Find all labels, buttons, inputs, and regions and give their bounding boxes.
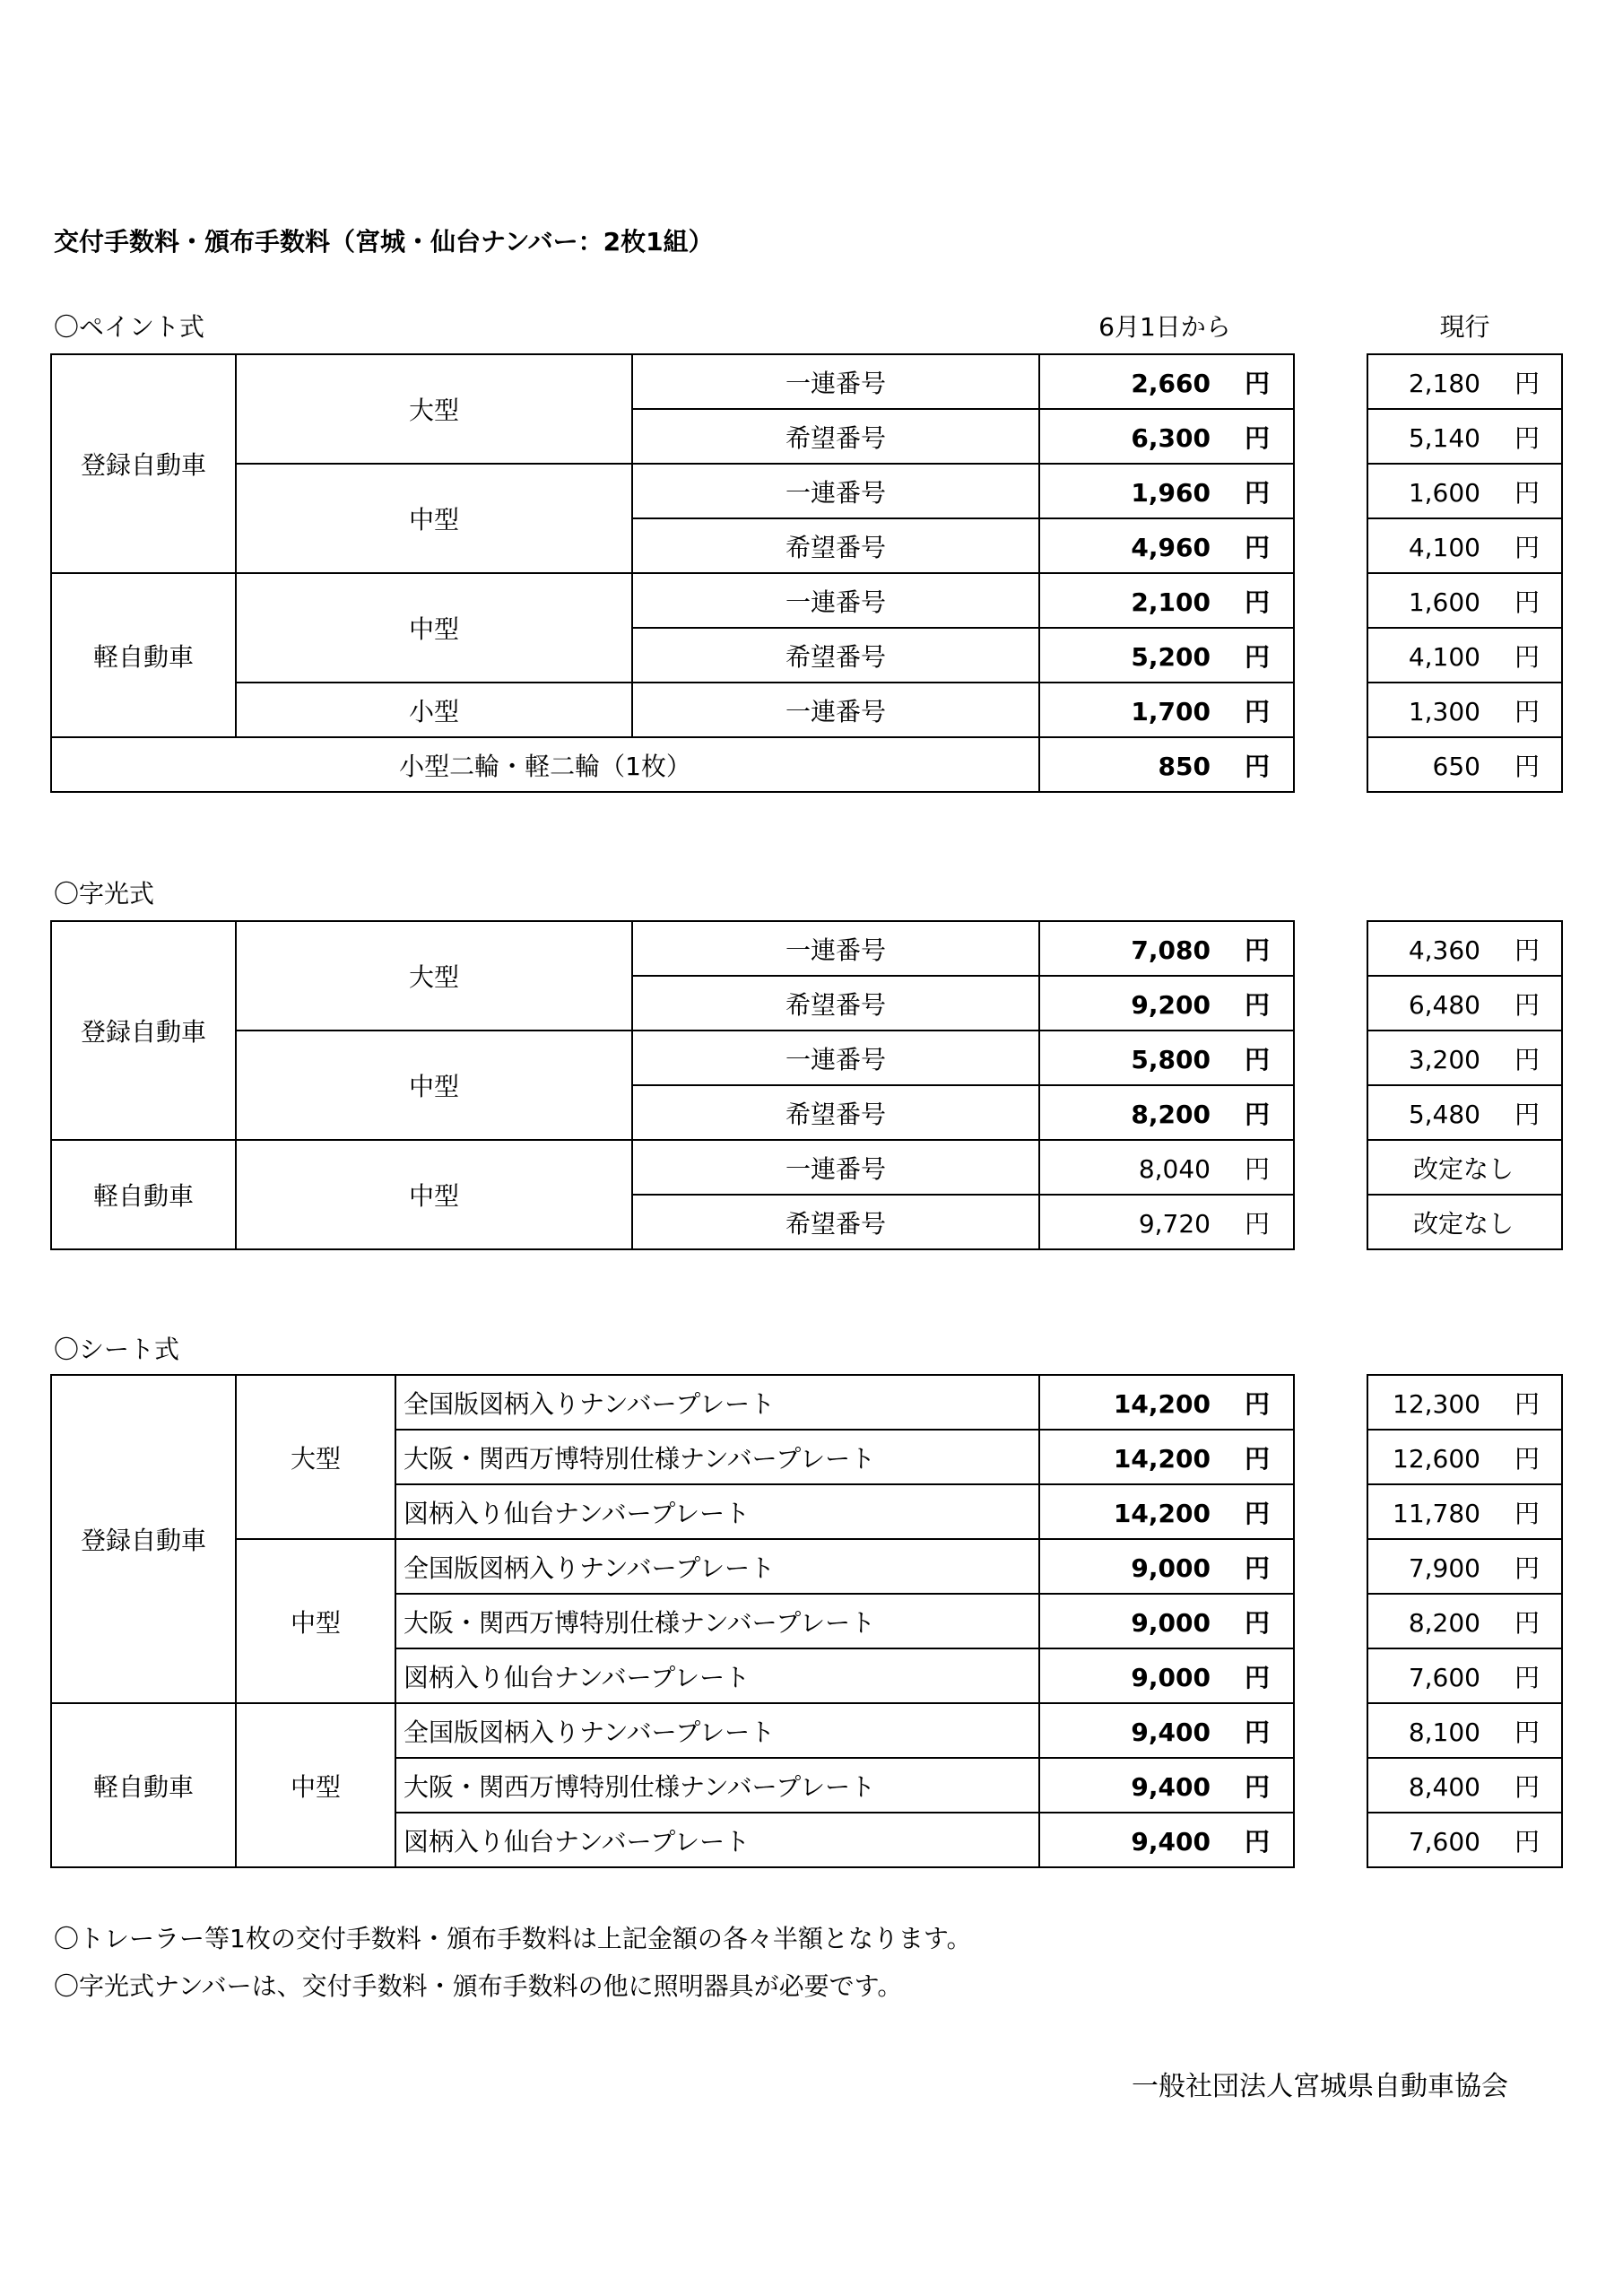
new-price-cell (1039, 1813, 1294, 1867)
table-row (1367, 1484, 1562, 1539)
table-row (1367, 1813, 1562, 1867)
new-price-cell (1039, 921, 1294, 976)
new-price-cell (1039, 1085, 1294, 1140)
size-cell: 中型 (236, 1703, 395, 1867)
plate-type-cell: 図柄入り仙台ナンバープレート (395, 1813, 1039, 1867)
number-type-cell: 希望番号 (632, 976, 1039, 1031)
new-price-cell (1039, 1140, 1294, 1195)
new-amount: 9,720 (1138, 1208, 1211, 1239)
new-amount: 8,040 (1138, 1153, 1211, 1184)
plate-type-cell: 全国版図柄入りナンバープレート (395, 1539, 1039, 1594)
yen-unit: 円 (1244, 1153, 1270, 1184)
current-price-cell (1367, 1648, 1562, 1703)
table-row (1367, 354, 1562, 409)
yen-unit: 円 (1514, 532, 1540, 562)
yen-unit: 円 (1514, 368, 1540, 398)
table-row (1367, 1140, 1562, 1195)
table-row (51, 683, 1294, 737)
new-amount: 1,960 (1131, 477, 1211, 508)
plate-type-cell: 大阪・関西万博特別仕様ナンバープレート (395, 1758, 1039, 1813)
new-price-cell (1039, 464, 1294, 518)
new-price-cell (1039, 354, 1294, 409)
size-cell: 中型 (236, 1031, 632, 1140)
plate-type-cell: 全国版図柄入りナンバープレート (395, 1703, 1039, 1758)
current-price-cell (1367, 1430, 1562, 1484)
new-price-cell (1039, 1375, 1294, 1430)
new-amount: 4,960 (1131, 532, 1211, 562)
yen-unit: 円 (1244, 1099, 1270, 1129)
size-cell: 中型 (236, 1140, 632, 1249)
new-price-cell (1039, 628, 1294, 683)
yen-unit: 円 (1514, 641, 1540, 672)
plate-type-cell: 図柄入り仙台ナンバープレート (395, 1648, 1039, 1703)
table-row (51, 921, 1294, 976)
table-row (1367, 1703, 1562, 1758)
yen-unit: 円 (1514, 1552, 1540, 1583)
sheet-fee-table (50, 1374, 1295, 1868)
new-price-cell (1039, 1484, 1294, 1539)
table-row (1367, 409, 1562, 464)
yen-unit: 円 (1244, 989, 1270, 1020)
new-amount: 9,400 (1131, 1771, 1211, 1802)
current-price-cell (1367, 976, 1562, 1031)
table-row (1367, 518, 1562, 573)
table-row (51, 354, 1294, 409)
number-type-cell: 希望番号 (632, 1085, 1039, 1140)
vehicle-category-cell: 登録自動車 (51, 921, 236, 1140)
new-price-cell (1039, 1594, 1294, 1648)
current-price-cell (1367, 1758, 1562, 1813)
paint-current-table (1367, 353, 1563, 793)
sheet-current-table (1367, 1374, 1563, 1868)
yen-unit: 円 (1244, 1662, 1270, 1692)
yen-unit: 円 (1514, 1099, 1540, 1129)
yen-unit: 円 (1244, 1826, 1270, 1857)
new-price-cell (1039, 1703, 1294, 1758)
table-row (51, 1140, 1294, 1195)
current-price-cell (1367, 683, 1562, 737)
no-change-cell: 改定なし (1367, 1195, 1562, 1249)
column-header-current: 現行 (1439, 312, 1490, 342)
current-amount: 4,100 (1408, 532, 1480, 562)
table-row (1367, 737, 1562, 792)
current-amount: 2,180 (1408, 368, 1480, 398)
current-amount: 8,200 (1408, 1607, 1480, 1638)
table-row (1367, 976, 1562, 1031)
yen-unit: 円 (1514, 1044, 1540, 1074)
current-amount: 12,300 (1393, 1388, 1480, 1419)
current-amount: 7,600 (1408, 1826, 1480, 1857)
yen-unit: 円 (1514, 1826, 1540, 1857)
new-amount: 2,100 (1131, 587, 1211, 617)
yen-unit: 円 (1244, 1498, 1270, 1528)
yen-unit: 円 (1514, 1607, 1540, 1638)
number-type-cell: 一連番号 (632, 1140, 1039, 1195)
yen-unit: 円 (1514, 1717, 1540, 1747)
current-amount: 4,360 (1408, 935, 1480, 965)
table-row (51, 573, 1294, 628)
number-type-cell: 一連番号 (632, 354, 1039, 409)
new-amount: 1,700 (1131, 696, 1211, 726)
yen-unit: 円 (1514, 696, 1540, 726)
new-amount: 5,200 (1131, 641, 1211, 672)
number-type-cell: 希望番号 (632, 1195, 1039, 1249)
table-row (1367, 573, 1562, 628)
current-amount: 1,600 (1408, 477, 1480, 508)
current-amount: 7,900 (1408, 1552, 1480, 1583)
yen-unit: 円 (1514, 1443, 1540, 1474)
current-price-cell (1367, 1031, 1562, 1085)
current-price-cell (1367, 1375, 1562, 1430)
current-amount: 3,200 (1408, 1044, 1480, 1074)
current-amount: 5,140 (1408, 422, 1480, 453)
table-row (1367, 1539, 1562, 1594)
size-cell: 中型 (236, 573, 632, 683)
note-illuminated-lighting: 〇字光式ナンバーは、交付手数料・頒布手数料の他に照明器具が必要です。 (54, 1971, 903, 2001)
no-change-cell: 改定なし (1367, 1140, 1562, 1195)
new-amount: 14,200 (1113, 1443, 1211, 1474)
new-amount: 2,660 (1131, 368, 1211, 398)
table-row (1367, 1758, 1562, 1813)
new-price-cell (1039, 1430, 1294, 1484)
section-heading-sheet: 〇シート式 (54, 1335, 180, 1364)
current-price-cell (1367, 409, 1562, 464)
yen-unit: 円 (1244, 1607, 1270, 1638)
yen-unit: 円 (1514, 935, 1540, 965)
yen-unit: 円 (1244, 935, 1270, 965)
table-row (51, 737, 1294, 792)
new-price-cell (1039, 737, 1294, 792)
plate-type-cell: 全国版図柄入りナンバープレート (395, 1375, 1039, 1430)
current-price-cell (1367, 1703, 1562, 1758)
current-price-cell (1367, 737, 1562, 792)
yen-unit: 円 (1244, 696, 1270, 726)
table-row (1367, 921, 1562, 976)
new-price-cell (1039, 683, 1294, 737)
document-title: 交付手数料・頒布手数料（宮城・仙台ナンバー：2枚1組） (54, 227, 714, 257)
number-type-cell: 一連番号 (632, 1031, 1039, 1085)
plate-type-cell: 図柄入り仙台ナンバープレート (395, 1484, 1039, 1539)
illuminated-current-table (1367, 920, 1563, 1250)
current-amount: 8,100 (1408, 1717, 1480, 1747)
issuer-signature: 一般社団法人宮城県自動車協会 (1132, 2071, 1508, 2102)
yen-unit: 円 (1244, 477, 1270, 508)
yen-unit: 円 (1244, 1443, 1270, 1474)
illuminated-fee-table (50, 920, 1295, 1250)
plate-type-cell: 大阪・関西万博特別仕様ナンバープレート (395, 1430, 1039, 1484)
yen-unit: 円 (1514, 1771, 1540, 1802)
yen-unit: 円 (1514, 587, 1540, 617)
number-type-cell: 希望番号 (632, 409, 1039, 464)
number-type-cell: 希望番号 (632, 628, 1039, 683)
table-row (1367, 1594, 1562, 1648)
current-amount: 7,600 (1408, 1662, 1480, 1692)
table-row (51, 1375, 1294, 1430)
current-amount: 1,600 (1408, 587, 1480, 617)
number-type-cell: 一連番号 (632, 683, 1039, 737)
section-heading-illuminated: 〇字光式 (54, 879, 155, 909)
new-price-cell (1039, 976, 1294, 1031)
yen-unit: 円 (1514, 1662, 1540, 1692)
new-amount: 9,000 (1131, 1607, 1211, 1638)
new-price-cell (1039, 1195, 1294, 1249)
table-row (1367, 464, 1562, 518)
yen-unit: 円 (1244, 1044, 1270, 1074)
current-price-cell (1367, 1813, 1562, 1867)
current-amount: 4,100 (1408, 641, 1480, 672)
yen-unit: 円 (1514, 989, 1540, 1020)
number-type-cell: 希望番号 (632, 518, 1039, 573)
table-row (1367, 1375, 1562, 1430)
table-row (1367, 1430, 1562, 1484)
current-price-cell (1367, 628, 1562, 683)
new-amount: 5,800 (1131, 1044, 1211, 1074)
current-amount: 6,480 (1408, 989, 1480, 1020)
yen-unit: 円 (1244, 587, 1270, 617)
yen-unit: 円 (1244, 1552, 1270, 1583)
number-type-cell: 一連番号 (632, 573, 1039, 628)
new-amount: 14,200 (1113, 1388, 1211, 1419)
current-price-cell (1367, 573, 1562, 628)
motorcycle-category-cell: 小型二輪・軽二輪（1枚） (51, 737, 1039, 792)
table-row (51, 1703, 1294, 1758)
new-price-cell (1039, 573, 1294, 628)
yen-unit: 円 (1244, 1771, 1270, 1802)
current-price-cell (1367, 921, 1562, 976)
current-amount: 1,300 (1408, 696, 1480, 726)
new-price-cell (1039, 1758, 1294, 1813)
vehicle-category-cell: 軽自動車 (51, 573, 236, 737)
size-cell: 中型 (236, 464, 632, 573)
new-amount: 6,300 (1131, 422, 1211, 453)
current-amount: 5,480 (1408, 1099, 1480, 1129)
size-cell: 小型 (236, 683, 632, 737)
new-price-cell (1039, 409, 1294, 464)
number-type-cell: 一連番号 (632, 464, 1039, 518)
table-row (51, 1539, 1294, 1594)
table-row (1367, 1085, 1562, 1140)
new-price-cell (1039, 1031, 1294, 1085)
current-amount: 8,400 (1408, 1771, 1480, 1802)
yen-unit: 円 (1514, 422, 1540, 453)
new-amount: 9,400 (1131, 1717, 1211, 1747)
yen-unit: 円 (1514, 751, 1540, 781)
yen-unit: 円 (1244, 751, 1270, 781)
size-cell: 大型 (236, 921, 632, 1031)
yen-unit: 円 (1244, 641, 1270, 672)
table-row (1367, 1031, 1562, 1085)
new-amount: 14,200 (1113, 1498, 1211, 1528)
new-amount: 9,000 (1131, 1662, 1211, 1692)
vehicle-category-cell: 登録自動車 (51, 354, 236, 573)
yen-unit: 円 (1244, 1388, 1270, 1419)
yen-unit: 円 (1244, 532, 1270, 562)
new-amount: 8,200 (1131, 1099, 1211, 1129)
current-price-cell (1367, 1085, 1562, 1140)
yen-unit: 円 (1514, 1388, 1540, 1419)
current-price-cell (1367, 518, 1562, 573)
current-amount: 11,780 (1393, 1498, 1480, 1528)
number-type-cell: 一連番号 (632, 921, 1039, 976)
table-row (1367, 683, 1562, 737)
new-amount: 9,000 (1131, 1552, 1211, 1583)
vehicle-category-cell: 登録自動車 (51, 1375, 236, 1703)
plate-type-cell: 大阪・関西万博特別仕様ナンバープレート (395, 1594, 1039, 1648)
current-amount: 12,600 (1393, 1443, 1480, 1474)
column-header-new: 6月1日から (1098, 312, 1231, 342)
size-cell: 大型 (236, 1375, 395, 1539)
new-price-cell (1039, 1648, 1294, 1703)
vehicle-category-cell: 軽自動車 (51, 1140, 236, 1249)
yen-unit: 円 (1244, 1208, 1270, 1239)
table-row (1367, 628, 1562, 683)
new-amount: 9,200 (1131, 989, 1211, 1020)
new-amount: 7,080 (1131, 935, 1211, 965)
current-price-cell (1367, 1594, 1562, 1648)
current-price-cell (1367, 1484, 1562, 1539)
new-price-cell (1039, 518, 1294, 573)
new-price-cell (1039, 1539, 1294, 1594)
yen-unit: 円 (1244, 368, 1270, 398)
current-price-cell (1367, 354, 1562, 409)
note-trailer: 〇トレーラー等1枚の交付手数料・頒布手数料は上記金額の各々半額となります。 (54, 1924, 972, 1953)
table-row (1367, 1195, 1562, 1249)
current-price-cell (1367, 464, 1562, 518)
yen-unit: 円 (1514, 477, 1540, 508)
table-row (51, 464, 1294, 518)
yen-unit: 円 (1244, 1717, 1270, 1747)
yen-unit: 円 (1244, 422, 1270, 453)
new-amount: 9,400 (1131, 1826, 1211, 1857)
table-row (51, 1031, 1294, 1085)
size-cell: 大型 (236, 354, 632, 464)
current-price-cell (1367, 1539, 1562, 1594)
size-cell: 中型 (236, 1539, 395, 1703)
vehicle-category-cell: 軽自動車 (51, 1703, 236, 1867)
new-amount: 850 (1158, 751, 1211, 781)
table-row (1367, 1648, 1562, 1703)
current-amount: 650 (1432, 751, 1480, 781)
yen-unit: 円 (1514, 1498, 1540, 1528)
section-heading-paint: 〇ペイント式 (54, 312, 205, 342)
paint-fee-table (50, 353, 1295, 793)
